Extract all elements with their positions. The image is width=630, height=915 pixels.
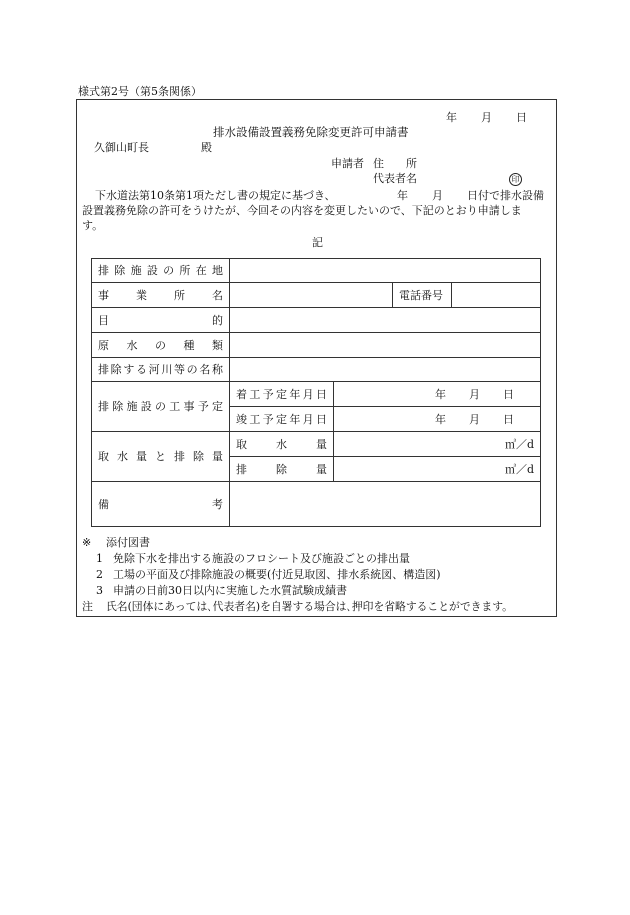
value-location[interactable]	[230, 259, 541, 283]
attachment-num: 3	[96, 584, 103, 597]
note-text: 氏名(団体にあっては､代表者名)を自署する場合は､押印を省略することができます。	[106, 600, 513, 613]
applicant-rep-label: 代表者名	[373, 172, 417, 185]
applicant-label: 申請者	[331, 157, 364, 170]
seal-label: 印	[509, 173, 522, 186]
start-year: 年	[435, 387, 446, 401]
label-schedule: 排除施設の工事予定	[92, 382, 230, 432]
body-line1-month: 月	[432, 189, 443, 202]
body-line3: す。	[82, 219, 104, 232]
row-purpose	[92, 308, 541, 333]
date-day: 日	[516, 111, 527, 124]
date-month: 月	[481, 111, 492, 124]
label-start: 着工予定年月日	[230, 382, 334, 407]
form-number: 様式第2号（第5条関係）	[78, 85, 202, 98]
value-intake[interactable]	[334, 432, 541, 457]
note-label: 注	[82, 600, 93, 613]
row-start	[92, 382, 541, 407]
attachment-text: 免除下水を排出する施設のフロシート及び施設ごとの排出量	[113, 552, 410, 565]
label-office: 事業所名	[92, 283, 230, 308]
value-river[interactable]	[230, 358, 541, 382]
body-line1-a: 下水道法第10条第1項ただし書の規定に基づき、	[95, 189, 336, 202]
row-intake	[92, 432, 541, 457]
label-purpose: 目的	[92, 308, 230, 333]
row-water-type	[92, 333, 541, 358]
row-river	[92, 358, 541, 382]
value-discharge[interactable]	[334, 457, 541, 482]
intake-unit: ㎥／d	[504, 437, 534, 451]
attachment-num: 1	[96, 552, 103, 565]
ki-label: 記	[312, 236, 323, 249]
label-water-type: 原水の種類	[92, 333, 230, 358]
body-line1-year: 年	[397, 189, 408, 202]
row-office	[92, 283, 541, 308]
value-finish[interactable]	[334, 407, 541, 432]
application-table	[91, 258, 541, 527]
value-start[interactable]	[334, 382, 541, 407]
finish-day: 日	[503, 412, 514, 426]
value-remarks[interactable]	[230, 482, 541, 527]
applicant-address-label: 住 所	[373, 157, 417, 170]
value-water-type[interactable]	[230, 333, 541, 358]
finish-month: 月	[469, 412, 480, 426]
start-month: 月	[469, 387, 480, 401]
addressee-honorific: 殿	[201, 141, 212, 154]
label-phone: 電話番号	[393, 283, 452, 308]
discharge-unit: ㎥／d	[504, 462, 534, 476]
value-office[interactable]	[230, 283, 393, 308]
label-river: 排除する河川等の名称	[92, 358, 230, 382]
label-intake: 取水量	[230, 432, 334, 457]
label-location: 排除施設の所在地	[92, 259, 230, 283]
attachment-text: 申請の日前30日以内に実施した水質試験成績書	[113, 584, 347, 597]
seal-mark	[509, 172, 522, 186]
row-location	[92, 259, 541, 283]
label-discharge: 排除量	[230, 457, 334, 482]
addressee-name: 久御山町長	[94, 141, 149, 154]
row-remarks	[92, 482, 541, 527]
label-volume: 取水量と排除量	[92, 432, 230, 482]
attachments-mark: ※	[82, 536, 92, 549]
label-finish: 竣工予定年月日	[230, 407, 334, 432]
finish-year: 年	[435, 412, 446, 426]
attachment-text: 工場の平面及び排除施設の概要(付近見取図、排水系統図、構造図)	[113, 568, 441, 581]
body-line1-b: 日付で排水設備	[467, 189, 544, 202]
label-remarks: 備考	[92, 482, 230, 527]
document-title: 排水設備設置義務免除変更許可申請書	[213, 125, 409, 139]
start-day: 日	[503, 387, 514, 401]
body-line2: 設置義務免除の許可をうけたが、今回その内容を変更したいので、下記のとおり申請しま	[82, 204, 522, 217]
value-purpose[interactable]	[230, 308, 541, 333]
attachment-num: 2	[96, 568, 103, 581]
date-year: 年	[446, 111, 457, 124]
attachments-heading: 添付図書	[106, 536, 150, 549]
value-phone[interactable]	[452, 283, 541, 308]
